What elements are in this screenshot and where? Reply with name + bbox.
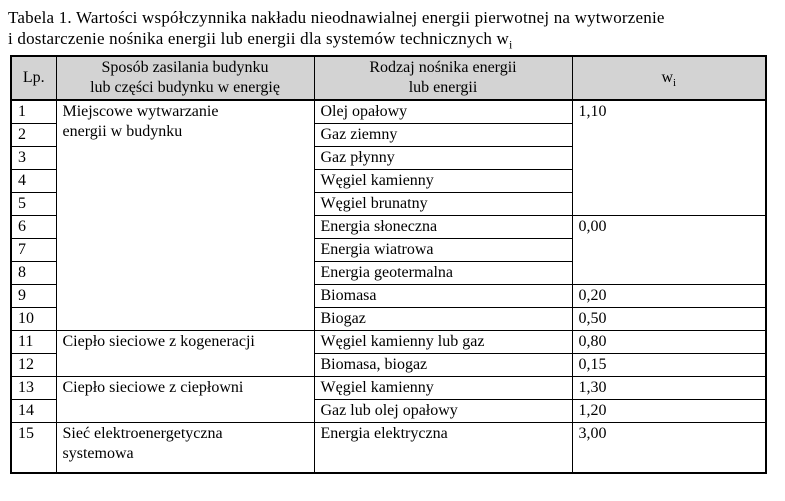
coefficients-table bbox=[10, 55, 767, 474]
carrier-cell: Energia wiatrowa bbox=[314, 239, 572, 262]
caption-subscript: i bbox=[509, 37, 513, 52]
carrier-cell: Węgiel kamienny bbox=[314, 170, 572, 193]
wi-cell: 0,20 bbox=[572, 285, 766, 308]
lp-cell: 11 bbox=[11, 331, 56, 354]
supply-cell: Ciepło sieciowe z kogeneracji bbox=[56, 331, 314, 377]
carrier-cell: Węgiel kamienny lub gaz bbox=[314, 331, 572, 354]
carrier-cell: Biogaz bbox=[314, 308, 572, 331]
wi-cell: 1,30 bbox=[572, 377, 766, 400]
header-row bbox=[11, 56, 766, 100]
lp-cell: 5 bbox=[11, 193, 56, 216]
wi-cell: 0,80 bbox=[572, 331, 766, 354]
carrier-cell: Gaz lub olej opałowy bbox=[314, 400, 572, 423]
lp-cell: 10 bbox=[11, 308, 56, 331]
lp-cell: 15 bbox=[11, 423, 56, 473]
lp-cell: 13 bbox=[11, 377, 56, 400]
lp-cell: 14 bbox=[11, 400, 56, 423]
lp-cell: 6 bbox=[11, 216, 56, 239]
wi-cell: 0,50 bbox=[572, 308, 766, 331]
lp-cell: 9 bbox=[11, 285, 56, 308]
wi-cell: 1,10 bbox=[572, 100, 766, 216]
table-row bbox=[11, 331, 766, 354]
carrier-cell: Energia elektryczna bbox=[314, 423, 572, 473]
caption-line-2: i dostarczenie nośnika energii lub energii dla systemów technicznych $w_i$ bbox=[8, 29, 513, 52]
lp-cell: 3 bbox=[11, 147, 56, 170]
carrier-cell: Olej opałowy bbox=[314, 100, 572, 124]
table-row bbox=[11, 423, 766, 473]
caption-line-1: Tabela 1. Wartości współczynnika nakładu nieodnawialnej energii pierwotnej na wytworzenie bbox=[8, 8, 665, 27]
carrier-cell: Energia geotermalna bbox=[314, 262, 572, 285]
table-caption bbox=[8, 7, 777, 52]
wi-subscript: i bbox=[673, 77, 677, 90]
column-header-supply: Sposób zasilania budynku lub części budynku w energię bbox=[56, 56, 314, 100]
lp-cell: 12 bbox=[11, 354, 56, 377]
lp-cell: 7 bbox=[11, 239, 56, 262]
carrier-cell: Węgiel kamienny bbox=[314, 377, 572, 400]
table-row bbox=[11, 377, 766, 400]
carrier-cell: Biomasa, biogaz bbox=[314, 354, 572, 377]
lp-cell: 1 bbox=[11, 100, 56, 124]
lp-cell: 2 bbox=[11, 124, 56, 147]
table-row bbox=[11, 100, 766, 124]
column-header-carrier: Rodzaj nośnika energii lub energii bbox=[314, 56, 572, 100]
carrier-cell: Gaz ziemny bbox=[314, 124, 572, 147]
lp-cell: 4 bbox=[11, 170, 56, 193]
wi-cell: 3,00 bbox=[572, 423, 766, 473]
supply-cell: Ciepło sieciowe z ciepłowni bbox=[56, 377, 314, 423]
carrier-cell: Węgiel brunatny bbox=[314, 193, 572, 216]
carrier-cell: Gaz płynny bbox=[314, 147, 572, 170]
supply-cell: Sieć elektroenergetyczna systemowa bbox=[56, 423, 314, 473]
carrier-cell: Energia słoneczna bbox=[314, 216, 572, 239]
wi-cell: 0,00 bbox=[572, 216, 766, 285]
wi-cell: 1,20 bbox=[572, 400, 766, 423]
column-header-wi: $w_i$ bbox=[572, 56, 766, 100]
lp-cell: 8 bbox=[11, 262, 56, 285]
carrier-cell: Biomasa bbox=[314, 285, 572, 308]
column-header-lp: Lp. bbox=[11, 56, 56, 100]
supply-cell: Miejscowe wytwarzanie energii w budynku bbox=[56, 100, 314, 331]
wi-cell: 0,15 bbox=[572, 354, 766, 377]
